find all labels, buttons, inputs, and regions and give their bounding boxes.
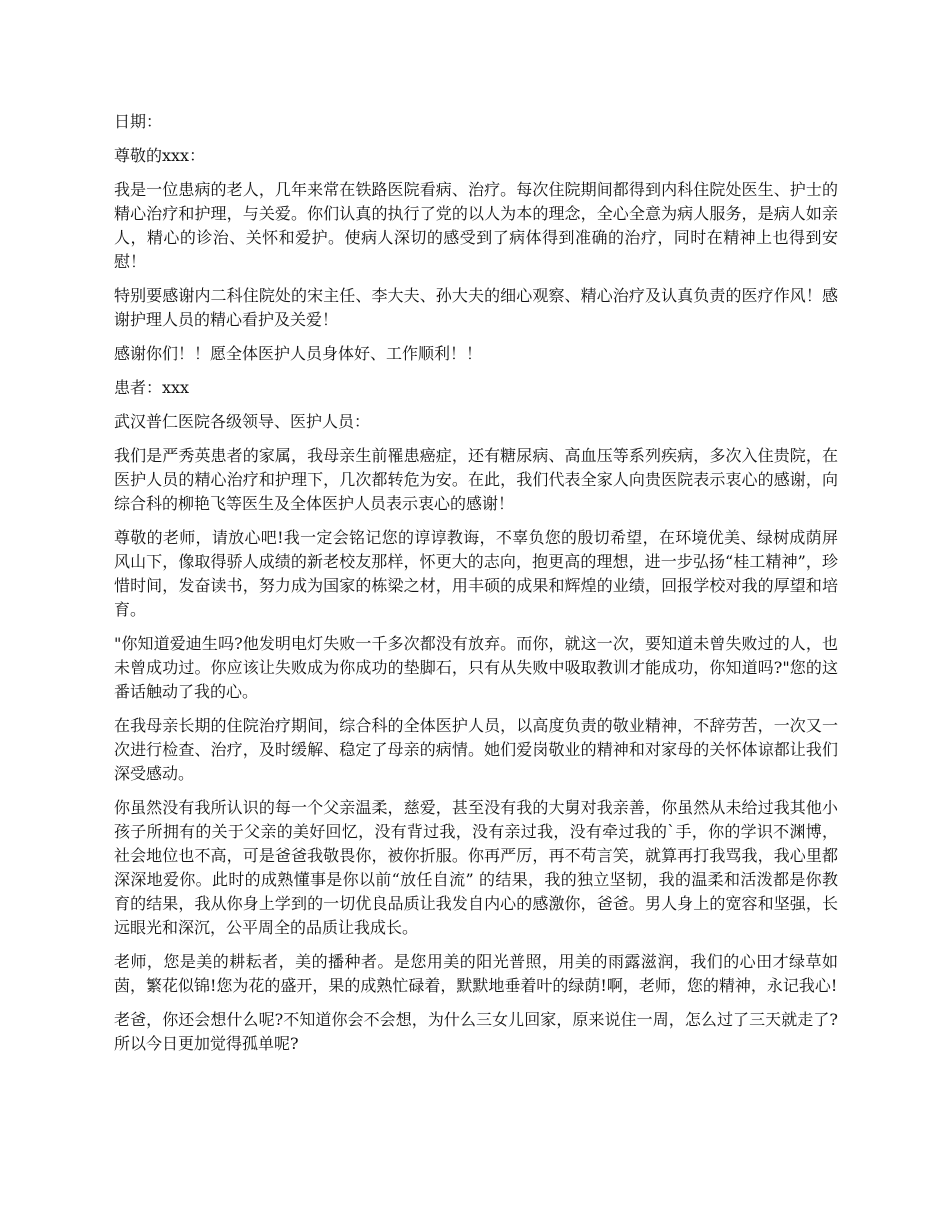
paragraph-family-thanks: 我们是严秀英患者的家属，我母亲生前罹患癌症，还有糖尿病、高血压等系列疾病，多次入住贵院，在医护人员的精心治疗和护理下，几次都转危为安。在此，我们代表全家人向贵医院表示衷心的感谢，向综合科的柳艳飞等医生及全体医护人员表示衷心的感谢！	[114, 446, 838, 513]
paragraph-patient-thanks: 我是一位患病的老人，几年来常在铁路医院看病、治疗。每次住院期间都得到内科住院处医生、护士的精心治疗和护理，与关爱。你们认真的执行了党的以人为本的理念，全心全意为病人服务，是病人如亲人，精心的诊治、关怀和爱护。使病人深切的感受到了病体得到准确的治疗，同时在精神上也得到安慰！	[114, 180, 838, 271]
salutation-line: 尊敬的xxx：	[114, 146, 206, 165]
paragraph-mother-care: 在我母亲长期的住院治疗期间，综合科的全体医护人员，以高度负责的敬业精神，不辞劳苦，一次又一次进行检查、治疗，及时缓解、稳定了母亲的病情。她们爱岗敬业的精神和对家母的关怀体谅都让我们深受感动。	[114, 716, 838, 783]
signature-line: 患者：xxx	[114, 378, 190, 397]
paragraph-dad-question: 老爸，你还会想什么呢?不知道你会不会想，为什么三女儿回家，原来说住一周，怎么过了三天就走了?所以今日更加觉得孤单呢?	[114, 1010, 838, 1053]
date-line: 日期：	[114, 112, 163, 131]
paragraph-edison-quote: "你知道爱迪生吗?他发明电灯失败一千多次都没有放弃。而你，就这一次，要知道未曾失败过的人，也未曾成功过。你应该让失败成为你成功的垫脚石，只有从失败中吸取教训才能成功，你知道吗?"您的这番话触动了我的心。	[114, 634, 838, 701]
paragraph-teacher-promise: 尊敬的老师，请放心吧!我一定会铭记您的谆谆教诲，不辜负您的殷切希望，在环境优美、绿树成荫屏风山下，像取得骄人成绩的新老校友那样，怀更大的志向，抱更高的理想，进一步弘扬“桂工精神”，珍惜时间，发奋读书，努力成为国家的栋梁之材，用丰硕的成果和辉煌的业绩，回报学校对我的厚望和培育。	[114, 528, 838, 619]
paragraph-teacher-praise: 老师，您是美的耕耘者，美的播种者。是您用美的阳光普照，用美的雨露滋润，我们的心田才绿草如茵，繁花似锦!您为花的盛开，果的成熟忙碌着，默默地垂着叶的绿荫!啊，老师，您的精神，永记我心!	[114, 952, 838, 995]
document-body	[114, 110, 838, 1066]
paragraph-special-thanks: 特别要感谢内二科住院处的宋主任、李大夫、孙大夫的细心观察、精心治疗及认真负责的医疗作风！感谢护理人员的精心看护及关爱！	[114, 286, 838, 329]
paragraph-father: 你虽然没有我所认识的每一个父亲温柔，慈爱，甚至没有我的大舅对我亲善，你虽然从未给过我其他小孩子所拥有的关于父亲的美好回忆，没有背过我，没有亲过我，没有牵过我的`手，你的学识不渊博，社会地位也不高，可是爸爸我敬畏你，被你折服。你再严厉，再不苟言笑，就算再打我骂我，我心里都深深地爱你。此时的成熟懂事是你以前“放任自流” 的结果，我的独立坚韧，我的温柔和活泼都是你教育的结果，我从你身上学到的一切优良品质让我发自内心的感激你，爸爸。男人身上的宽容和坚强，长远眼光和深沉，公平周全的品质让我成长。	[114, 798, 838, 937]
recipient-line: 武汉普仁医院各级领导、医护人员：	[114, 412, 371, 431]
paragraph-wishes: 感谢你们！！愿全体医护人员身体好、工作顺利！！	[114, 344, 483, 363]
